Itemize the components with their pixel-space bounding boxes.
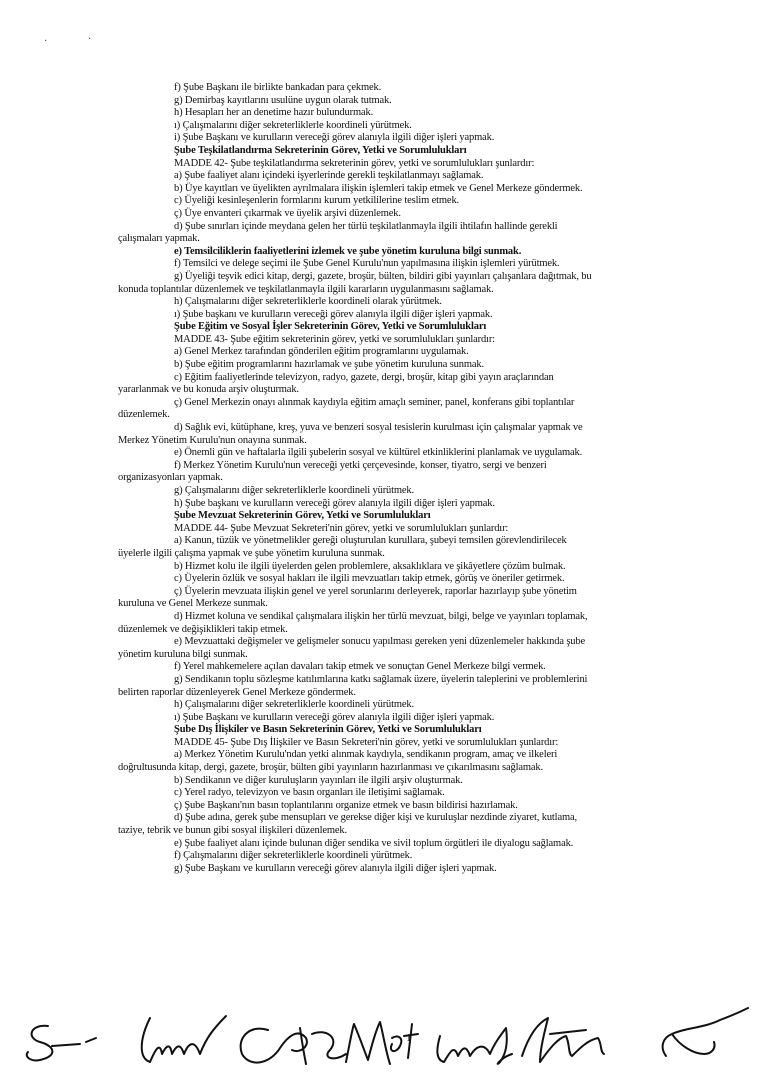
- list-item: h) Şube başkanı ve kurulların vereceği görev alanıyla ilgili diğer işleri yapmak.: [174, 497, 495, 509]
- article-intro: MADDE 42- Şube teşkilatlandırma sekreterinin görev, yetki ve sorumlulukları şunlardır:: [174, 157, 535, 169]
- list-item: d) Şube adına, gerek şube mensupları ve gerekse diğer kişi ve kuruluşlar nezdinde ziyaret, kutlama,: [174, 812, 577, 824]
- list-item: d) Sağlık evi, kütüphane, kreş, yuva ve benzeri sosyal tesislerin kurulması için çalışmalar yapmak ve: [174, 422, 583, 434]
- section-continuation: [118, 82, 690, 145]
- list-item-continuation: taziye, tebrik ve bunun gibi sosyal ilişkileri düzenlemek.: [118, 825, 347, 837]
- list-item: e) Temsilciliklerin faaliyetlerini izlemek ve şube yönetim kuruluna bilgi sunmak.: [174, 245, 522, 257]
- list-item: g) Üyeliği teşvik edici kitap, dergi, gazete, broşür, bülten, bildiri gibi yayınları çalışanlara dağıtmak, bu: [174, 270, 592, 282]
- signature-row: [0, 998, 768, 1078]
- signature-2: [142, 1016, 226, 1062]
- list-item: g) Çalışmalarını diğer sekreterliklerle koordineli yürütmek.: [174, 485, 415, 496]
- list-item: f) Merkez Yönetim Kurulu'nun vereceği yetki çerçevesinde, konser, tiyatro, sergi ve benzeri: [174, 459, 547, 471]
- list-item-continuation: Merkez Yönetim Kurulu'nun onayına sunmak.: [118, 434, 307, 446]
- section-heading: Şube Teşkilatlandırma Sekreterinin Görev, Yetki ve Sorumlulukları: [174, 144, 467, 156]
- scan-speck: ·: [88, 34, 92, 45]
- section-heading: Şube Dış İlişkiler ve Basın Sekreterinin Görev, Yetki ve Sorumlulukları: [174, 724, 482, 736]
- list-item: b) Sendikanın ve diğer kuruluşların yayınları ile ilgili arşiv oluşturmak.: [174, 774, 463, 786]
- document-body: [118, 82, 690, 875]
- list-item: ç) Üye envanteri çıkarmak ve üyelik arşivi düzenlemek.: [174, 207, 401, 219]
- list-item: h) Çalışmalarını diğer sekreterliklerle koordineli yürütmek.: [174, 699, 415, 711]
- list-item: ı) Şube Başkanı ve kurulların vereceği görev alanıyla ilgili diğer işleri yapmak.: [174, 711, 495, 723]
- list-item-continuation: yararlanmak ve bu konuda arşiv oluşturmak.: [118, 384, 299, 396]
- page-number: 1: [406, 1032, 412, 1044]
- list-item: d) Hizmet koluna ve sendikal çalışmalara ilişkin her türlü mevzuat, bilgi, belge ve yayınları toplamak,: [174, 610, 588, 622]
- article-42: [118, 145, 690, 321]
- list-item: e) Mevzuattaki değişmeler ve gelişmeler sonucu yapılması gereken yeni düzenlemeler hakkında şube: [174, 636, 585, 648]
- article-43: [118, 321, 690, 510]
- list-item: a) Merkez Yönetim Kurulu'ndan yetki alınmak kaydıyla, sendikanın program, amaç ve ilkeleri: [174, 749, 558, 761]
- list-item: e) Önemli gün ve haftalarla ilgili şubelerin sosyal ve kültürel etkinliklerini planlamak ve uygulamak.: [174, 447, 583, 459]
- list-item-continuation: organizasyonları yapmak.: [118, 472, 223, 484]
- list-item-continuation: kuruluna ve Genel Merkeze sunmak.: [118, 598, 268, 610]
- list-item: h) Çalışmalarını diğer sekreterliklerle koordineli olarak yürütmek.: [174, 296, 442, 308]
- list-item-continuation: doğrultusunda kitap, dergi, gazete, broşür, bülten gibi yayınların hazırlanması ve çıkarılmasını sağlamak.: [118, 762, 543, 774]
- list-item: c) Üyeliği kesinleşenlerin formlarını kurum yetkililerine teslim etmek.: [174, 195, 460, 207]
- signature-7: [663, 1008, 748, 1056]
- signatures-graphic: [0, 998, 768, 1078]
- scan-speck: ·: [44, 36, 48, 47]
- list-item: c) Üyelerin özlük ve sosyal hakları ile ilgili mevzuatları takip etmek, görüş ve öneriler getirmek.: [174, 573, 565, 585]
- article-intro: MADDE 45- Şube Dış İlişkiler ve Basın Sekreteri'nin görev, yetki ve sorumlulukları şunlardır:: [174, 736, 559, 748]
- signature-5: [437, 1028, 512, 1064]
- list-item-continuation: üyelerle ilgili çalışma yapmak ve şube yönetim kuruluna sunmak.: [118, 547, 385, 559]
- section-heading: Şube Mevzuat Sekreterinin Görev, Yetki ve Sorumlulukları: [174, 510, 431, 522]
- signature-1: [27, 1026, 96, 1061]
- list-item-continuation: belirten raporlar düzenleyerek Genel Merkeze göndermek.: [118, 686, 356, 698]
- list-item: f) Temsilci ve delege seçimi ile Şube Genel Kurulu'nun yapılmasına ilişkin işlemleri yürütmek.: [174, 258, 560, 270]
- list-item: ı) Şube başkanı ve kurulların vereceği görev alanıyla ilgili diğer işleri yapmak.: [174, 308, 493, 320]
- signature-3: [241, 1028, 346, 1064]
- list-item-continuation: konuda toplantılar düzenlemek ve teşkilatlanmayla ilgili kararların uygulanmasını sağlamak.: [118, 283, 494, 295]
- list-item: a) Kanun, tüzük ve yönetmelikler gereği oluşturulan kurullara, şubeyi temsilen görevlendirilecek: [174, 535, 567, 547]
- list-item: ı) Çalışmalarını diğer sekreterliklerle koordineli yürütmek.: [174, 119, 412, 131]
- list-item: f) Çalışmalarını diğer sekreterliklerle koordineli yürütmek.: [174, 850, 413, 862]
- section-heading: Şube Eğitim ve Sosyal İşler Sekreterinin Görev, Yetki ve Sorumlulukları: [174, 321, 487, 333]
- list-item: g) Şube Başkanı ve kurulların vereceği görev alanıyla ilgili diğer işleri yapmak.: [174, 862, 497, 874]
- list-item-continuation: düzenlemek ve değişiklikleri takip etmek.: [118, 623, 288, 635]
- list-item: c) Yerel radyo, televizyon ve basın organları ile iletişimi sağlamak.: [174, 787, 445, 799]
- list-item: b) Üye kayıtları ve üyelikten ayrılmalara ilişkin işlemleri takip etmek ve Genel Merkeze göndermek.: [174, 182, 583, 194]
- list-item: b) Şube eğitim programlarını hazırlamak ve şube yönetim kuruluna sunmak.: [174, 359, 484, 371]
- list-item: e) Şube faaliyet alanı içinde bulunan diğer sendika ve sivil toplum örgütleri ile diyalogu sağlamak.: [174, 837, 574, 849]
- list-item-continuation: düzenlemek.: [118, 409, 170, 421]
- list-item: h) Hesapları her an denetime hazır bulundurmak.: [174, 107, 374, 119]
- list-item: b) Hizmet kolu ile ilgili üyelerden gelen problemlere, aksaklıklara ve şikâyetlere çözüm bulmak.: [174, 560, 566, 572]
- list-item-continuation: çalışmaları yapmak.: [118, 233, 200, 245]
- list-item: c) Eğitim faaliyetlerinde televizyon, radyo, gazete, dergi, broşür, kitap gibi yayın araçlarından: [174, 371, 554, 383]
- list-item-continuation: yönetim kuruluna bilgi sunmak.: [118, 648, 248, 660]
- list-item: d) Şube sınırları içinde meydana gelen her türlü teşkilatlanmayla ilgili ihtilafın hallinde gerekli: [174, 220, 558, 232]
- list-item: a) Genel Merkez tarafından gönderilen eğitim programlarını uygulamak.: [174, 346, 469, 358]
- list-item: ç) Üyelerin mevzuata ilişkin genel ve yerel sorunlarını derleyerek, raporlar hazırlayıp şube yönetim: [174, 585, 577, 597]
- list-item: i) Şube Başkanı ve kurulların vereceği görev alanıyla ilgili diğer işleri yapmak.: [174, 132, 495, 144]
- signature-6: [522, 1018, 604, 1062]
- list-item: g) Demirbaş kayıtlarını usulüne uygun olarak tutmak.: [174, 94, 392, 106]
- article-intro: MADDE 44- Şube Mevzuat Sekreteri'nin görev, yetki ve sorumlulukları şunlardır:: [174, 522, 509, 534]
- list-item: ç) Genel Merkezin onayı alınmak kaydıyla eğitim amaçlı seminer, panel, konferans gibi toplantılar: [174, 396, 575, 408]
- list-item: a) Şube faaliyet alanı içindeki işyerlerinde gerekli teşkilatlanmayı sağlamak.: [174, 170, 484, 182]
- article-44: [118, 510, 690, 724]
- article-45: [118, 724, 690, 875]
- article-intro: MADDE 43- Şube eğitim sekreterinin görev, yetki ve sorumlulukları şunlardır:: [174, 333, 495, 345]
- list-item: g) Sendikanın toplu sözleşme katılımlarına katkı sağlamak üzere, üyelerin taleplerini ve problemlerini: [174, 673, 588, 685]
- list-item: f) Yerel mahkemelere açılan davaları takip etmek ve sonuçtan Genel Merkeze bilgi vermek.: [174, 661, 546, 673]
- list-item: ç) Şube Başkanı'nın basın toplantılarını organize etmek ve basın bildirisi hazırlamak.: [174, 799, 518, 811]
- list-item: f) Şube Başkanı ile birlikte bankadan para çekmek.: [174, 82, 382, 93]
